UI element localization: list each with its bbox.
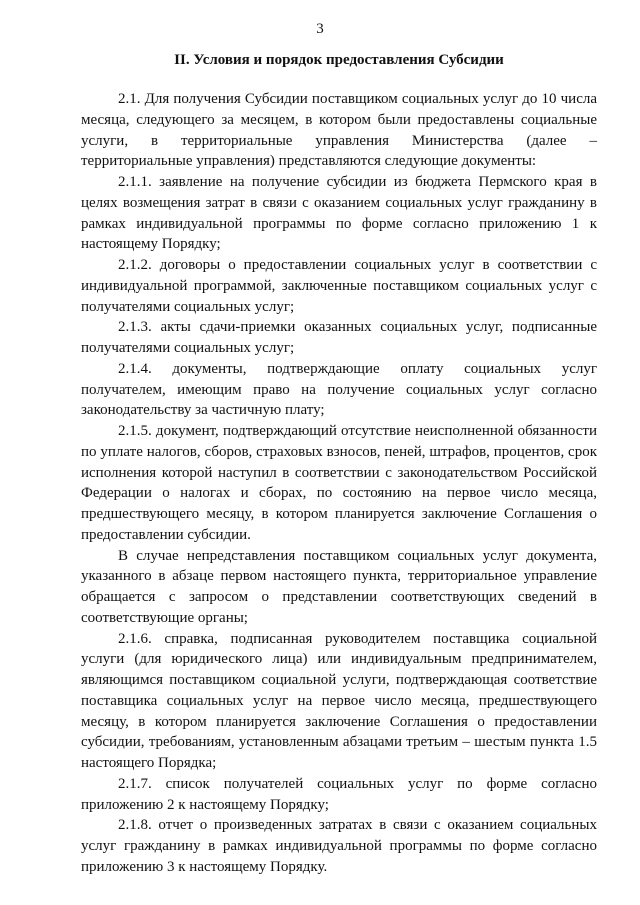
paragraph-2-1-4: 2.1.4. документы, подтверждающие оплату социальных услуг получателем, имеющим право на получение социальных услуг согласно законодательству за частичную плату; — [81, 360, 597, 419]
body-text — [81, 89, 597, 878]
paragraph-2-1-5: 2.1.5. документ, подтверждающий отсутствие неисполненной обязанности по уплате налогов, сборов, страховых взносов, пеней, штрафов, процентов, срок исполнения которой наступил в соответствии с законодательством Российской Федерации о налогах и сборах, по состоянию на первое число месяца, предшествующего месяцу, в котором планируется заключение Соглашения о предоставлении субсидии. — [81, 423, 597, 543]
paragraph-2-1-7: 2.1.7. список получателей социальных услуг по форме согласно приложению 2 к настоящему Порядку; — [81, 775, 597, 813]
paragraph-2-1-2: 2.1.2. договоры о предоставлении социальных услуг в соответствии с индивидуальной программой, заключенные поставщиком социальных услуг с получателями социальных услуг; — [81, 257, 597, 315]
section-title: II. Условия и порядок предоставления Субсидии — [174, 52, 504, 68]
paragraph-2-1-8: 2.1.8. отчет о произведенных затратах в связи с оказанием социальных услуг гражданину в рамках индивидуальной программы по форме согласно приложению 3 к настоящему Порядку. — [81, 817, 597, 875]
paragraph-2-1-1: 2.1.1. заявление на получение субсидии из бюджета Пермского края в целях возмещения затрат в связи с оказанием социальных услуг гражданину в рамках индивидуальной программы по форме согласно приложению 1 к настоящему Порядку; — [81, 174, 597, 253]
paragraph-non-submission: В случае непредставления поставщиком социальных услуг документа, указанного в абзаце первом настоящего пункта, территориальное управление обращается с запросом о представлении соответствующих сведений в соответствующие органы; — [81, 547, 597, 626]
paragraph-2-1-3: 2.1.3. акты сдачи-приемки оказанных социальных услуг, подписанные получателями социальных услуг; — [81, 319, 597, 356]
paragraph-2-1: 2.1. Для получения Субсидии поставщиком социальных услуг до 10 числа месяца, следующего за месяцем, в котором были предоставлены социальные услуги, в территориальные управления Министерства (далее – территориальные управления) представляются следующие документы: — [81, 91, 597, 170]
page-number: 3 — [316, 21, 324, 37]
paragraph-2-1-6: 2.1.6. справка, подписанная руководителем поставщика социальной услуги (для юридического лица) или индивидуальным предпринимателем, являющимся поставщиком социальной услуги, подтверждающая соответствие поставщика социальных услуг на первое число месяца, предшествующего месяцу, в котором планируется заключение Соглашения о предоставлении субсидии, требованиям, установленным абзацами третьим – шестым пункта 1.5 настоящего Порядка; — [81, 630, 597, 771]
